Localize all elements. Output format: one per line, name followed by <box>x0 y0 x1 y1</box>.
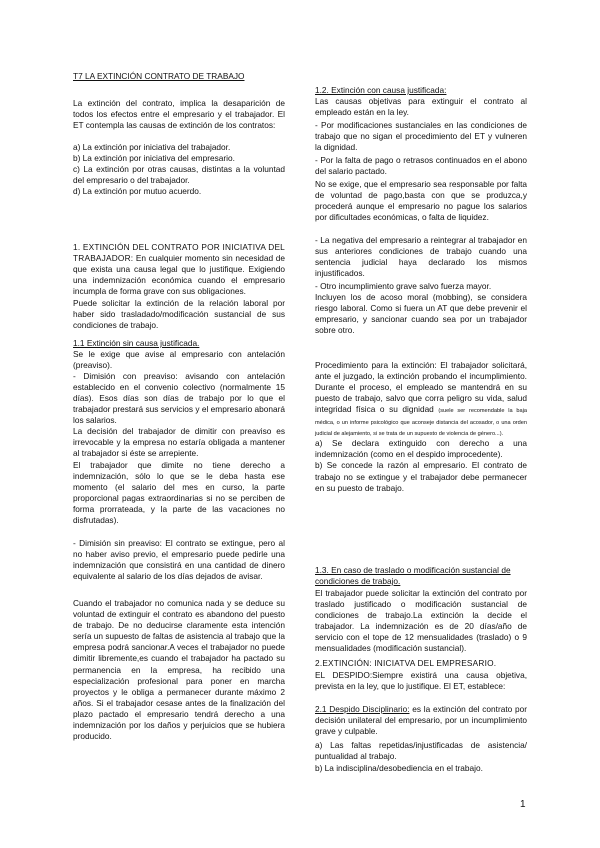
section-2-1-text: es la extinción del contrato por decisión unilateral del empresario, por un incumplimiento grave y culpable. <box>315 704 527 737</box>
section-2-1-heading: 2.1 Despido Disciplinario: <box>315 704 410 714</box>
section-1-heading: 1. EXTINCIÓN DEL CONTRATO POR INICIATIVA DEL TRABAJADOR: <box>73 242 285 264</box>
section-1-2-heading: 1.2. Extinción con causa justificada: <box>315 85 447 95</box>
cause-item: b) La extinción por iniciativa del empresario. <box>73 153 235 164</box>
document-title: T7 LA EXTINCIÓN CONTRATO DE TRABAJO <box>73 71 245 81</box>
section-1-paragraph <box>73 242 285 297</box>
section-2-1-paragraph <box>315 704 527 737</box>
section-2-paragraph: EL DESPIDO:Siempre existirá una causa objetiva, prevista en la ley, que lo justifique. El ET, establece: <box>315 670 527 692</box>
intro-paragraph: La extinción del contrato, implica la desaparición de todos los efectos entre el empresario y el trabajador. El ET contempla las causas de extinción de los contratos: <box>73 98 285 131</box>
section-1-2-paragraph: Incluyen los de acoso moral (mobbing), se considera riesgo laboral. Como si fuera un AT que debe prevenir el empresario, y sancionar cuando sea por un trabajador sobre otro. <box>315 292 527 336</box>
section-1-1-paragraph: - Dimisión sin preaviso: El contrato se extingue, pero al no haber aviso previo, el empresario puede pedirle una indemnización que consistirá en una cantidad de dinero equivalente al salario de los días dejados de avisar. <box>73 538 285 582</box>
section-1-3-paragraph: El trabajador puede solicitar la extinción del contrato por traslado justificado o modificación sustancial de condiciones de trabajo.La extinción la decide el trabajador. La indemnización es de 20 días/año de servicio con el tope de 12 mensualidades (traslado) o 9 mensualidades (modificación sustancial). <box>315 588 527 654</box>
section-1-2-paragraph: No se exige, que el empresario sea responsable por falta de voluntad de pago,basta con que se produzca,y procederá aunque el empresario no pague los salarios por dificultades económicas, o falta de liquidez. <box>315 179 527 223</box>
extinction-causes-list <box>73 142 285 197</box>
section-1-2-paragraph: Las causas objetivas para extinguir el contrato al empleado están en la ley. <box>315 96 527 118</box>
section-1-2-paragraph: - La negativa del empresario a reintegrar al trabajador en sus anteriores condiciones de trabajo cuando una sentencia judicial haya declarado los mismos injustificados. <box>315 235 527 279</box>
section-1-1-paragraph: - Dimisión con preaviso: avisando con antelación establecido en el convenio colectivo (normalmente 15 días). Esos días son días de trabajo por lo que el trabajador prestará sus servicios y el empresario abonará los salarios. <box>73 371 285 426</box>
section-1-3-heading: 1.3. En caso de traslado o modificación sustancial de condiciones de trabajo. <box>315 565 511 587</box>
cause-item: a) La extinción por iniciativa del trabajador. <box>73 142 231 152</box>
procedure-block <box>315 360 527 494</box>
cause-item: c) La extinción por otras causas, distintas a la voluntad del empresario o del trabajador. <box>73 164 285 186</box>
section-2-1-item-b: b) La indisciplina/desobediencia en el trabajo. <box>315 763 483 773</box>
section-1-2-paragraph: - Otro incumplimiento grave salvo fuerza mayor. <box>315 281 492 291</box>
section-1-2-paragraph: - Por modificaciones sustanciales en las condiciones de trabajo que no sigan el procedimiento del ET y vulneren la dignidad. <box>315 120 527 153</box>
section-1-1-paragraph: Se le exige que avise al empresario con antelación (preaviso). <box>73 349 285 371</box>
section-1-1-paragraph: Cuando el trabajador no comunica nada y se deduce su voluntad de extinguir el contrato es abandono del puesto de trabajo. De no deducirse claramente esta intención sería un supuesto de faltas de asistencia al trabajo que la empresa podrá sancionar.A veces el trabajador no puede dimitir libremente,es cuando el trabajador ha pactado su permanencia en la empresa, ha recibido una especialización profesional para poner en marcha proyectos y le obliga a permanecer durante máximo 2 años. Si el trabajador cesase antes de la finalización del plazo pactado el empresario tendrá derecho a una indemnización por los daños y perjuicios que se hubiera producido. <box>73 598 285 742</box>
section-1-paragraph-2: Puede solicitar la extinción de la relación laboral por haber sido trasladado/modificación sustancial de sus condiciones de trabajo. <box>73 298 285 331</box>
page-number: 1 <box>520 799 526 810</box>
procedure-paragraph <box>315 360 527 438</box>
procedure-outcome-b: b) Se concede la razón al empresario. El contrato de trabajo no se extingue y el trabajador debe permanecer en su puesto de trabajo. <box>315 460 527 493</box>
section-1-text: En cualquier momento sin necesidad de que exista una causa legal que lo justifique. Exigiendo una indemnización económica cuando el empresario incumpla de forma grave con sus obligaciones. <box>73 253 285 297</box>
procedure-outcome-a: a) Se declara extinguido con derecho a una indemnización (como en el despido improcedente). <box>315 438 527 460</box>
section-1-2-paragraph: - Por la falta de pago o retrasos continuados en el abono del salario pactado. <box>315 155 527 177</box>
section-1-1-paragraph: La decisión del trabajador de dimitir con preaviso es irrevocable y la empresa no estaría obligada a mantener al trabajador si éste se arrepiente. <box>73 426 285 459</box>
cause-item: d) La extinción por mutuo acuerdo. <box>73 186 202 197</box>
section-2-1-item-a: a) Las faltas repetidas/injustificadas de asistencia/ puntualidad al trabajo. <box>315 740 527 762</box>
section-1-1-paragraph: El trabajador que dimite no tiene derecho a indemnización, sólo lo que se le deba hasta ese momento (el salario del mes en curso, la parte proporcional pagas extraordinarias si no se perciben de forma prorrateada, y la parte de las vacaciones no disfrutadas). <box>73 460 285 526</box>
section-2-heading: 2.EXTINCIÓN: INICIATVA DEL EMPRESARIO. <box>315 658 497 668</box>
section-1-1-heading: 1.1 Extinción sin causa justificada. <box>73 338 200 348</box>
procedure-text: Procedimiento para la extinción: El trabajador solicitará, ante el juzgado, la extinción probando el incumplimiento. Durante el proceso, el empleado se mantendrá en su puesto de trabajo, salvo que corra peligro su vida, salud integridad física o su dignidad <box>315 360 527 415</box>
procedure-note: (suele ser recomendable la baja médica, o un informe psicológico que aconseje distancia del acosador, o una orden judicial de alejamiento, si se trata de un supuesto de violencia de género...). <box>315 408 527 437</box>
